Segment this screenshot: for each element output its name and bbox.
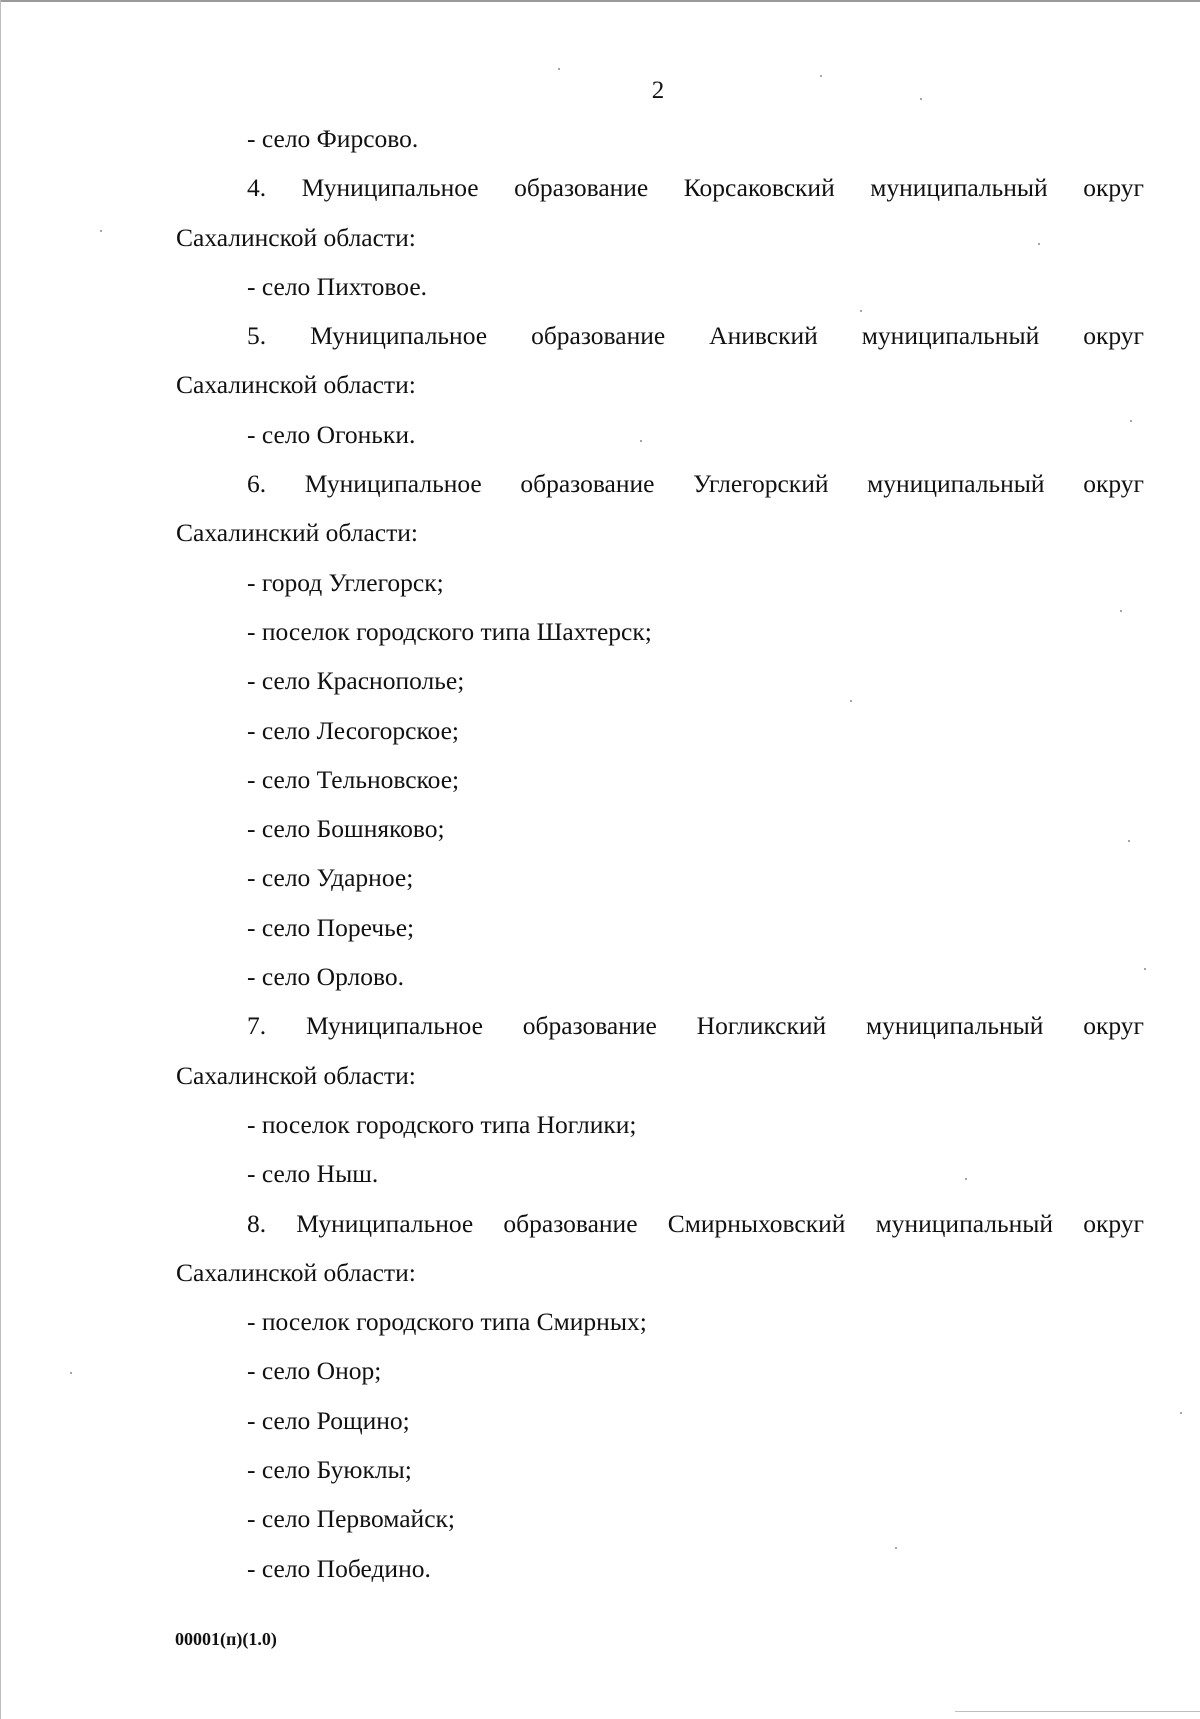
scan-speck <box>1180 1412 1182 1414</box>
scan-speck <box>895 1547 897 1549</box>
list-item: - город Углегорск; <box>247 567 444 597</box>
scan-speck <box>558 68 560 70</box>
scan-speck <box>850 700 852 702</box>
section-heading: 8. Муниципальное образование Смирныховский муниципальный округ <box>247 1208 1144 1238</box>
scan-speck <box>1128 840 1130 842</box>
scan-left-edge <box>0 0 1 1719</box>
list-item: - село Тельновское; <box>247 764 460 794</box>
list-item: - село Поречье; <box>247 912 415 942</box>
section-heading: 6. Муниципальное образование Углегорский муниципальный округ <box>247 469 1144 499</box>
section-heading-continuation: Сахалинской области: <box>176 1060 416 1090</box>
list-item: - село Рощино; <box>247 1405 410 1435</box>
scan-speck <box>640 440 642 442</box>
scan-bottom-edge <box>955 1711 1200 1712</box>
scan-speck <box>920 98 922 100</box>
section-heading-continuation: Сахалинской области: <box>176 1257 416 1287</box>
list-item: - село Ныш. <box>247 1159 379 1189</box>
list-item: - село Первомайск; <box>247 1504 455 1534</box>
section-heading-continuation: Сахалинский области: <box>176 518 419 548</box>
list-item: - поселок городского типа Смирных; <box>247 1307 647 1337</box>
scan-speck <box>965 1178 967 1180</box>
scan-speck <box>100 230 102 232</box>
scan-speck <box>820 75 822 77</box>
scan-speck <box>1120 610 1122 612</box>
list-item: - село Лесогорское; <box>247 715 460 745</box>
page-number: 2 <box>651 77 665 104</box>
scan-speck <box>1130 420 1132 422</box>
section-heading: 7. Муниципальное образование Ногликский муниципальный округ <box>247 1011 1144 1041</box>
scan-speck <box>1038 243 1040 245</box>
list-item: - село Ударное; <box>247 863 414 893</box>
section-heading-continuation: Сахалинской области: <box>176 222 416 252</box>
list-item: - поселок городского типа Шахтерск; <box>247 616 652 646</box>
list-item: - село Фирсово. <box>247 124 419 153</box>
scan-speck <box>860 310 862 312</box>
footer-form-code: 00001(п)(1.0) <box>175 1629 277 1649</box>
scan-top-edge <box>0 0 1200 2</box>
list-item: - село Пихтовое. <box>247 271 428 301</box>
list-item: - село Орлово. <box>247 962 404 992</box>
list-item: - село Краснополье; <box>247 666 465 696</box>
list-item: - село Бошняково; <box>247 814 445 844</box>
list-item: - село Онор; <box>247 1356 382 1386</box>
list-item: - село Огоньки. <box>247 419 416 449</box>
scan-speck <box>70 1372 72 1374</box>
section-heading: 4. Муниципальное образование Корсаковский муниципальный округ <box>247 173 1144 203</box>
list-item: - село Буюклы; <box>247 1455 412 1485</box>
list-item: - поселок городского типа Ноглики; <box>247 1109 637 1139</box>
section-heading: 5. Муниципальное образование Анивский муниципальный округ <box>247 321 1144 351</box>
document-body <box>176 120 1144 1599</box>
scan-speck <box>1144 968 1146 970</box>
section-heading-continuation: Сахалинской области: <box>176 370 416 400</box>
list-item: - село Побединo. <box>247 1553 431 1583</box>
